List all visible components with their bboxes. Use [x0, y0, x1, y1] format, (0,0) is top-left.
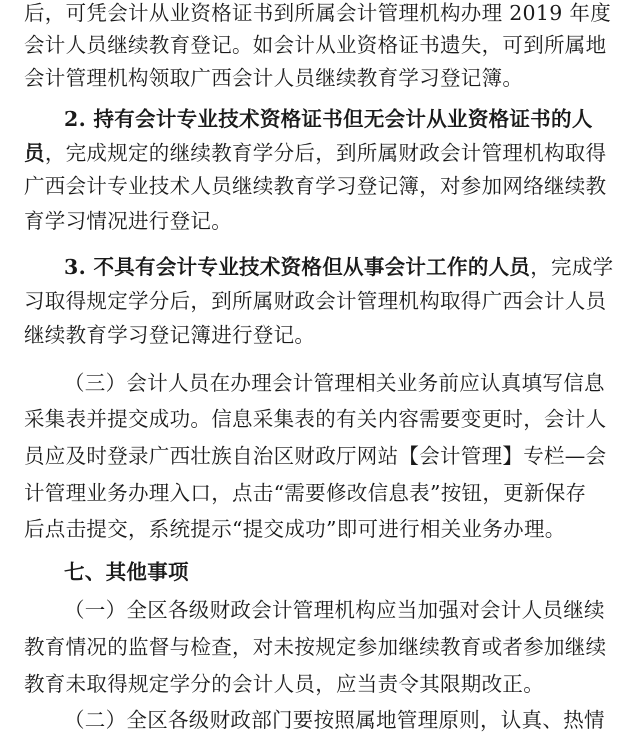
- paragraph-line: 后，可凭会计从业资格证书到所属会计管理机构办理 2019 年度: [24, 1, 612, 25]
- item-2-line: [64, 102, 593, 136]
- item-2-line: 育学习情况进行登记。: [24, 209, 232, 233]
- paragraph-three-line: （三）会计人员在办理会计管理相关业务前应认真填写信息: [64, 371, 605, 395]
- item-3-line: 习取得规定学分后，到所属财政会计管理机构取得广西会计人员: [24, 289, 607, 313]
- item-2-line: 广西会计专业技术人员继续教育学习登记簿，对参加网络继续教: [24, 174, 607, 198]
- item-2-text: ，完成规定的继续教育学分后，到所属财政会计管理机构取得: [44, 141, 607, 165]
- item-3-text: ，完成学: [530, 255, 614, 279]
- paragraph-three-line: 员应及时登录广西壮族自治区财政厅网站【会计管理】专栏—会: [24, 444, 607, 468]
- section-heading: 七、其他事项: [64, 560, 189, 584]
- item-3-line: 继续教育学习登记簿进行登记。: [24, 323, 316, 347]
- paragraph-line: 会计人员继续教育登记。如会计从业资格证书遗失，可到所属地: [24, 33, 607, 57]
- paragraph-three-line: 采集表并提交成功。信息采集表的有关内容需要变更时，会计人: [24, 407, 607, 431]
- section-7-paragraph-1-line: 教育情况的监督与检查，对未按规定参加继续教育或者参加继续: [24, 635, 607, 659]
- section-7-paragraph-1-line: 教育未取得规定学分的会计人员，应当责令其限期改正。: [24, 672, 544, 696]
- item-2-line: [24, 136, 606, 170]
- item-2-bold-continuation: 员: [24, 141, 45, 165]
- item-3-bold-text: 3. 不具有会计专业技术资格但从事会计工作的人员: [64, 255, 531, 279]
- item-2-bold-text: 2. 持有会计专业技术资格证书但无会计从业资格证书的人: [64, 107, 593, 131]
- paragraph-three-line: 后点击提交，系统提示“提交成功”即可进行相关业务办理。: [24, 517, 566, 541]
- paragraph-line: 会计管理机构领取广西会计人员继续教育学习登记簿。: [24, 66, 524, 90]
- section-7-paragraph-2-line: （二）全区各级财政部门要按照属地管理原则，认真、热情: [64, 708, 605, 732]
- paragraph-three-line: 计管理业务办理入口，点击“需要修改信息表”按钮，更新保存: [24, 481, 587, 505]
- item-3-line: [64, 250, 613, 284]
- section-7-paragraph-1-line: （一）全区各级财政会计管理机构应当加强对会计人员继续: [64, 598, 605, 622]
